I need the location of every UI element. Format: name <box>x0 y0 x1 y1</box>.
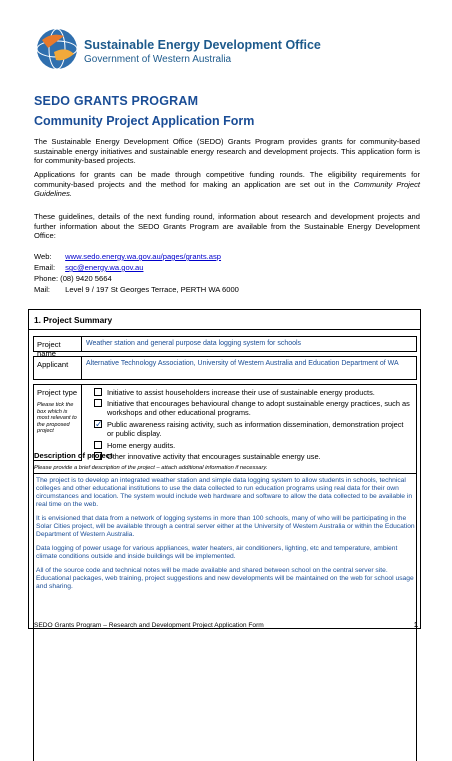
option-home-audits-label: Home energy audits. <box>107 441 176 450</box>
contact-mail <box>34 285 239 295</box>
checkbox-home-audits[interactable] <box>94 441 102 449</box>
org-name: Sustainable Energy Development Office <box>84 38 321 52</box>
contact-phone: Phone: (08) 9420 5664 <box>34 274 112 283</box>
checkbox-awareness-checked[interactable]: ✓ <box>95 419 103 429</box>
section-heading: 1. Project Summary <box>29 310 420 330</box>
option-behavioural-label: Initiative that encourages behavioural change to adopt sustainable energy practices, such as workshops and other educational programs. <box>107 399 410 417</box>
intro-paragraph-2-text: Applications for grants can be made through competitive funding rounds. The eligibility requirements for community-based projects and the method for making an application are set out in the <box>34 170 420 189</box>
applicant-field[interactable]: Alternative Technology Association, University of Western Australia and Education Department of WA <box>86 360 399 367</box>
mail-address: Level 9 / 197 St Georges Terrace, PERTH WA 6000 <box>65 285 239 294</box>
project-name-row <box>33 336 417 358</box>
checkbox-householders[interactable] <box>94 388 102 396</box>
description-field[interactable] <box>33 473 417 623</box>
footer-text: SEDO Grants Program – Research and Development Project Application Form <box>34 622 264 629</box>
contact-email <box>34 263 143 273</box>
web-link[interactable]: www.sedo.energy.wa.gov.au/pages/grants.asp <box>65 252 222 261</box>
web-label: Web: <box>34 252 52 261</box>
description-note: Please provide a brief description of the project – attach additional information if necessary. <box>34 465 268 471</box>
program-title: SEDO GRANTS PROGRAM <box>34 94 199 108</box>
description-paragraph: Data logging of power usage for various appliances, water heaters, air conditioners, lighting, etc and temperature, ambient climate conditions outside and inside buildings will be implemented. <box>36 545 398 560</box>
email-link[interactable]: sgc@energy.wa.gov.au <box>65 263 144 272</box>
sedo-logo <box>34 26 321 76</box>
org-subtitle: Government of Western Australia <box>84 54 232 65</box>
contact-web <box>34 252 221 262</box>
description-paragraph: The project is to develop an integrated weather station and simple data logging system to allow students in schools, technical colleges and other educational institutions to use the data collected to run education programs using real data for their own circumstances and location. The system would include web hardware and software to allow the data collected to be available in real time on the web. <box>36 477 413 508</box>
description-label: Description of project <box>34 451 113 460</box>
applicant-row <box>33 356 417 380</box>
mail-label: Mail: <box>34 285 51 294</box>
page-number: 1 <box>414 620 418 629</box>
description-paragraph: It is envisioned that data from a network of logging systems in more than 100 schools, many of who will be participating in the Solar Cities project, will be available through a central server either at the University of Western Australia or within the Education Department of Western Australia. <box>36 515 415 538</box>
globe-icon <box>34 26 80 72</box>
email-label: Email: <box>34 263 56 272</box>
guidelines-reference: Community Project Guidelines. <box>34 179 420 199</box>
description-paragraph: All of the source code and technical notes will be made available and shared between school on the central server site. Educational packages, web training, project suggestions and new developments will be maintained on the web for school usage and sharing. <box>36 567 414 590</box>
intro-paragraph-2 <box>34 170 420 199</box>
option-householders-label: Initiative to assist householders increase their use of sustainable energy products. <box>107 388 375 397</box>
intro-paragraph-3: These guidelines, details of the next funding round, information about research and development projects and further information about the SEDO Grants Program are available from the Sustainable Energy Development Office: <box>34 212 420 241</box>
project-summary-section <box>28 309 421 629</box>
option-awareness-label: Public awareness raising activity, such as information dissemination, demonstration project or public display. <box>107 420 404 438</box>
project-type-label-cell <box>34 385 82 461</box>
project-type-label: Project type <box>37 388 78 397</box>
form-title: Community Project Application Form <box>34 114 255 128</box>
project-name-label: Project name <box>34 337 82 351</box>
project-name-field[interactable]: Weather station and general purpose data logging system for schools <box>86 340 302 347</box>
intro-paragraph-1: The Sustainable Energy Development Office (SEDO) Grants Program provides grants for community-based sustainable energy initiatives and sustainable energy research and development projects. This application form is for community-based projects. <box>34 137 420 166</box>
checkbox-behavioural[interactable] <box>94 399 102 407</box>
applicant-label: Applicant <box>34 357 82 379</box>
project-type-note: Please tick the box which is most relevant to the proposed project <box>37 402 77 435</box>
option-other-label: Other innovative activity that encourages sustainable energy use. <box>107 452 321 461</box>
